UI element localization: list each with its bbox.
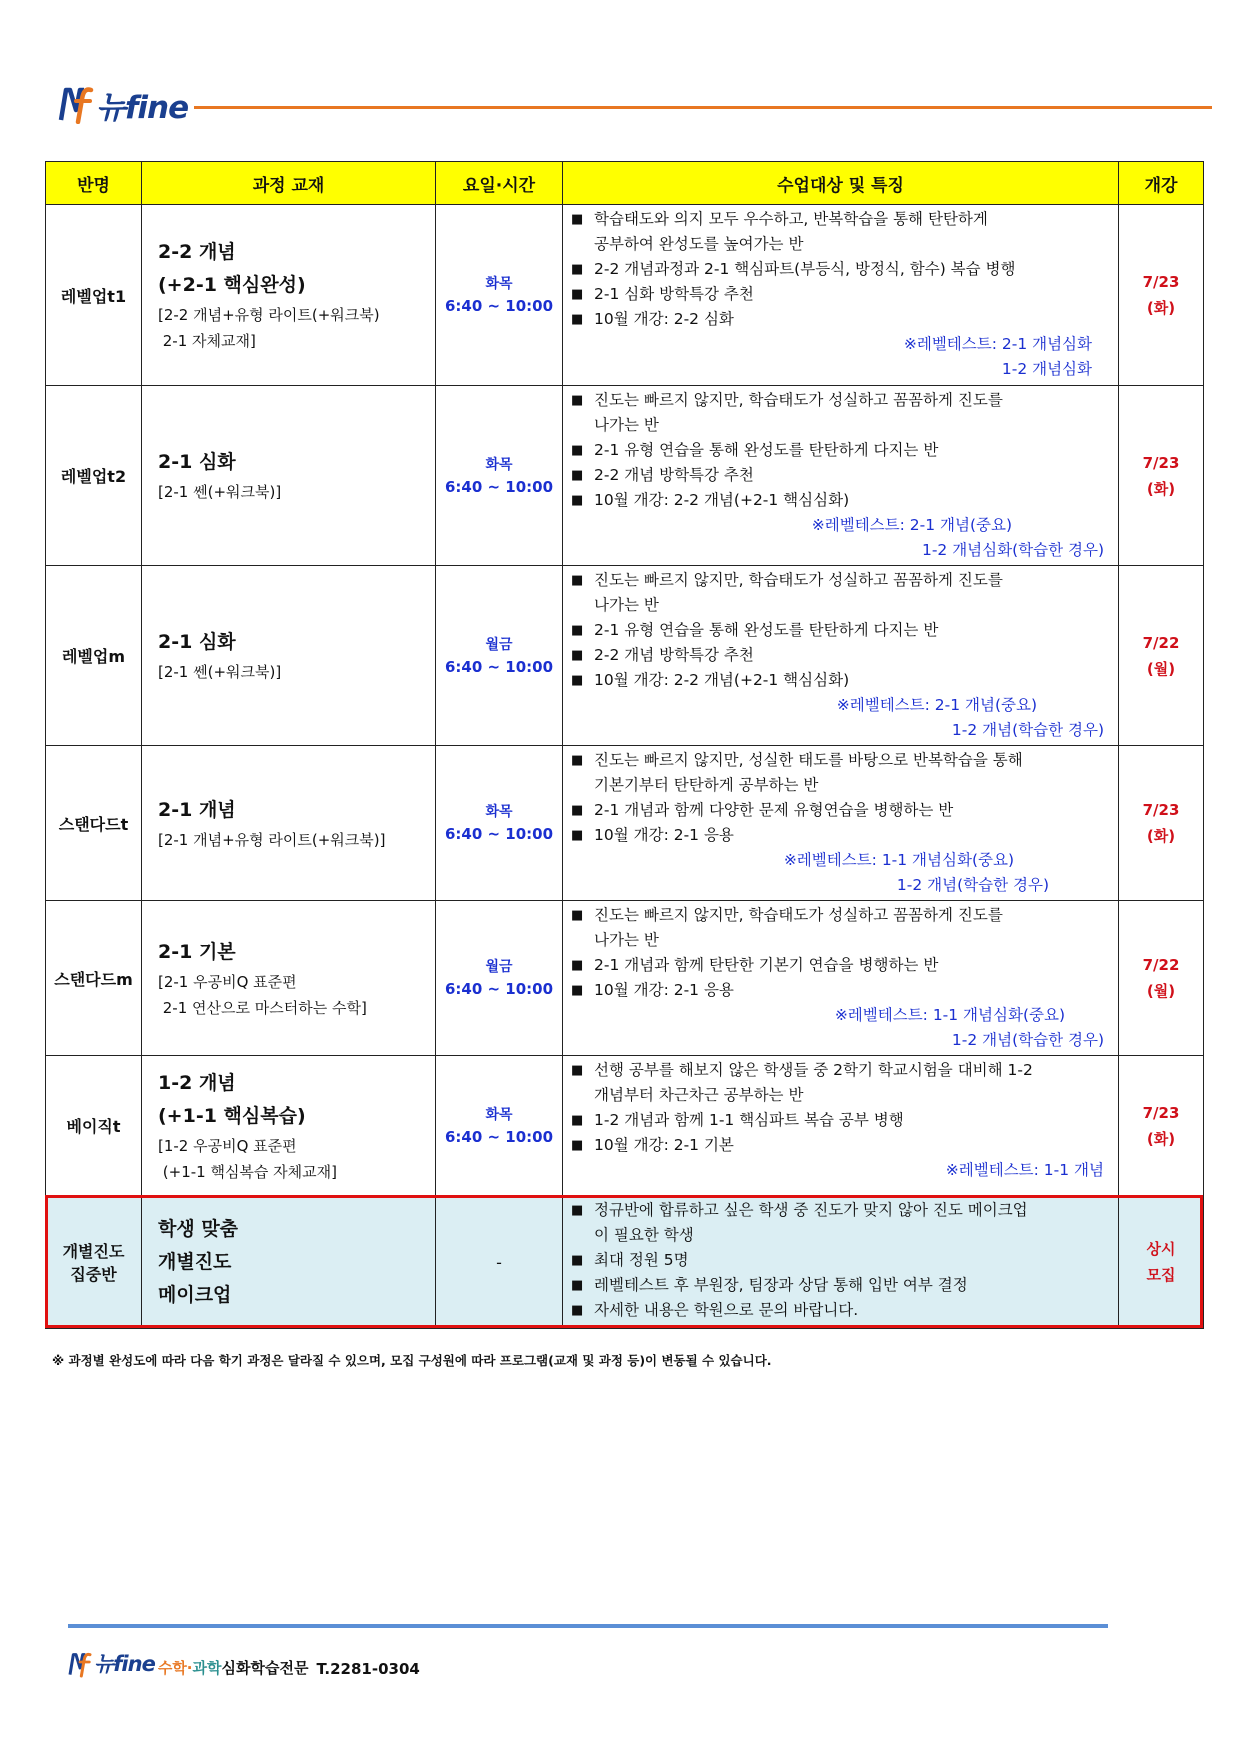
bullet-square-icon: ■ [571, 393, 584, 408]
course-book: 2-1 연산으로 마스터하는 수학] [158, 998, 367, 1017]
feature-item: ■ 2-2 개념 방학특강 추천 [571, 643, 1112, 668]
nf-logo-icon [68, 1650, 92, 1678]
open-date: 7/22 (월) [1119, 901, 1204, 1056]
bullet-square-icon: ■ [571, 623, 584, 638]
header-time: 요일·시간 [436, 162, 563, 205]
time-cell [436, 386, 563, 566]
footer-tagline: 심화학습전문 [221, 1659, 309, 1677]
level-test: 1-2 개념심화(학습한 경우) [921, 541, 1104, 559]
class-days: 월금 [485, 959, 513, 975]
bullet-square-icon: ■ [571, 468, 584, 483]
bullet-square-icon: ■ [571, 753, 584, 768]
level-test: ※레벨테스트: 1-1 개념심화(중요) [834, 1006, 1065, 1024]
class-days: 화목 [485, 276, 513, 292]
feature-item: ■ 진도는 빠르지 않지만, 학습태도가 성실하고 꼼꼼하게 진도를 [571, 568, 1112, 593]
course-main: (+2-1 핵심완성) [158, 274, 306, 296]
class-name: 베이직t [46, 1056, 142, 1196]
open-date: 7/23 (화) [1119, 746, 1204, 901]
header-open: 개강 [1119, 162, 1204, 205]
header-features: 수업대상 및 특징 [563, 162, 1119, 205]
course-cell [142, 386, 436, 566]
bullet-square-icon: ■ [571, 312, 584, 327]
feature-item: ■ 학습태도와 의지 모두 우수하고, 반복학습을 통해 탄탄하게 [571, 207, 1112, 232]
feature-item: ■ 2-1 심화 방학특강 추천 [571, 282, 1112, 307]
features-cell [563, 901, 1119, 1056]
class-name: 스탠다드m [46, 901, 142, 1056]
feature-item: ■ 10월 개강: 2-2 개념(+2-1 핵심심화) [571, 668, 1112, 693]
feature-item: ■ 정규반에 합류하고 싶은 학생 중 진도가 맞지 않아 진도 메이크업 [571, 1198, 1112, 1223]
class-time: 6:40 ~ 10:00 [444, 657, 554, 676]
feature-item-cont: 나가는 반 [594, 416, 659, 434]
table-row [46, 386, 1204, 566]
time-cell [436, 746, 563, 901]
feature-item-cont: 개념부터 차근차근 공부하는 반 [594, 1086, 804, 1104]
course-cell [142, 746, 436, 901]
feature-item: ■ 자세한 내용은 학원으로 문의 바랍니다. [571, 1298, 1112, 1323]
header-divider [194, 106, 1212, 109]
course-cell [142, 1196, 436, 1329]
feature-item-cont: 공부하여 완성도를 높여가는 반 [594, 235, 804, 253]
bullet-square-icon: ■ [571, 443, 584, 458]
level-test: ※레벨테스트: 2-1 개념심화 [903, 335, 1092, 353]
logo [58, 84, 188, 124]
footer-subject-science: 과학 [192, 1659, 222, 1677]
feature-item: ■ 10월 개강: 2-1 기본 [571, 1133, 1112, 1158]
features-cell [563, 1056, 1119, 1196]
course-main: (+1-1 핵심복습) [158, 1104, 306, 1127]
schedule-table [45, 161, 1204, 1329]
feature-item: ■ 진도는 빠르지 않지만, 성실한 태도를 바탕으로 반복학습을 통해 [571, 748, 1112, 773]
feature-item: ■ 2-1 개념과 함께 다양한 문제 유형연습을 병행하는 반 [571, 798, 1112, 823]
class-name: 레벨업t2 [46, 386, 142, 566]
course-main: 2-1 개념 [158, 798, 236, 821]
feature-item: ■ 10월 개강: 2-2 심화 [571, 307, 1112, 332]
bullet-square-icon: ■ [571, 262, 584, 277]
level-test: 1-2 개념심화 [1001, 360, 1092, 378]
feature-item: ■ 10월 개강: 2-1 응용 [571, 978, 1112, 1003]
footer-brand: 뉴fine [94, 1652, 155, 1676]
course-book: [2-2 개념+유형 라이트(+워크북) [158, 306, 380, 324]
course-main: 2-1 심화 [158, 631, 236, 653]
class-time: 6:40 ~ 10:00 [444, 477, 554, 496]
open-date: 7/22 (월) [1119, 566, 1204, 746]
feature-item: ■ 10월 개강: 2-1 응용 [571, 823, 1112, 848]
open-date: 상시 모집 [1119, 1196, 1204, 1329]
time-cell [436, 1056, 563, 1196]
bullet-square-icon: ■ [571, 1138, 584, 1153]
level-test: ※레벨테스트: 2-1 개념(중요) [836, 696, 1037, 714]
feature-item: ■ 레벨테스트 후 부원장, 팀장과 상담 통해 입반 여부 결정 [571, 1273, 1112, 1298]
level-test: ※레벨테스트: 1-1 개념 [945, 1161, 1104, 1179]
footer [68, 1648, 420, 1678]
class-name: 레벨업m [46, 566, 142, 746]
features-cell [563, 746, 1119, 901]
course-main: 메이크업 [158, 1283, 232, 1306]
class-days: 화목 [485, 804, 513, 820]
bullet-square-icon: ■ [571, 828, 584, 843]
header-class: 반명 [46, 162, 142, 205]
table-row [46, 746, 1204, 901]
bullet-square-icon: ■ [571, 1113, 584, 1128]
course-cell [142, 566, 436, 746]
class-time: 6:40 ~ 10:00 [444, 825, 554, 843]
feature-item: ■ 2-2 개념과정과 2-1 핵심파트(부등식, 방정식, 함수) 복습 병행 [571, 257, 1112, 282]
level-test: 1-2 개념(학습한 경우) [896, 876, 1049, 894]
course-book: [2-1 쎈(+워크북)] [158, 663, 282, 681]
feature-item-cont: 기본기부터 탄탄하게 공부하는 반 [594, 776, 819, 794]
level-test: ※레벨테스트: 1-1 개념심화(중요) [783, 851, 1014, 869]
features-cell [563, 205, 1119, 386]
table-row [46, 205, 1204, 386]
feature-item: ■ 선행 공부를 해보지 않은 학생들 중 2학기 학교시험을 대비해 1-2 [571, 1058, 1112, 1083]
bullet-square-icon: ■ [571, 287, 584, 302]
level-test: 1-2 개념(학습한 경우) [951, 721, 1104, 739]
level-test: ※레벨테스트: 2-1 개념(중요) [811, 516, 1012, 534]
class-days: 월금 [485, 636, 513, 653]
bullet-square-icon: ■ [571, 983, 584, 998]
course-book: 2-1 자체교재] [158, 332, 256, 350]
class-days: 화목 [485, 456, 513, 473]
open-date: 7/23 (화) [1119, 386, 1204, 566]
class-time: 6:40 ~ 10:00 [444, 297, 554, 315]
footer-subject-math: 수학· [157, 1659, 193, 1677]
class-time: 6:40 ~ 10:00 [444, 980, 554, 998]
features-cell [563, 1196, 1119, 1329]
level-test: 1-2 개념(학습한 경우) [951, 1031, 1104, 1049]
bullet-square-icon: ■ [571, 648, 584, 663]
bullet-square-icon: ■ [571, 908, 584, 923]
feature-item: ■ 1-2 개념과 함께 1-1 핵심파트 복습 공부 병행 [571, 1108, 1112, 1133]
feature-item: ■ 진도는 빠르지 않지만, 학습태도가 성실하고 꼼꼼하게 진도를 [571, 388, 1112, 413]
class-name: 레벨업t1 [46, 205, 142, 386]
bullet-square-icon: ■ [571, 493, 584, 508]
feature-item: ■ 2-2 개념 방학특강 추천 [571, 463, 1112, 488]
course-main: 2-1 기본 [158, 940, 236, 963]
course-book: [2-1 개념+유형 라이트(+워크북)] [158, 830, 386, 849]
course-book: [1-2 우공비Q 표준편 [158, 1136, 297, 1155]
feature-item-cont: 나가는 반 [594, 931, 659, 949]
bullet-square-icon: ■ [571, 212, 584, 227]
class-name: 개별진도 집중반 [46, 1196, 142, 1329]
feature-item: ■ 2-1 유형 연습을 통해 완성도를 탄탄하게 다지는 반 [571, 438, 1112, 463]
course-book: (+1-1 핵심복습 자체교재] [158, 1162, 337, 1181]
bullet-square-icon: ■ [571, 1203, 584, 1218]
open-date: 7/23 (화) [1119, 1056, 1204, 1196]
class-time: 6:40 ~ 10:00 [444, 1127, 554, 1146]
table-row [46, 1056, 1204, 1196]
logo-text: 뉴fine [96, 90, 189, 126]
time-cell [436, 566, 563, 746]
course-main: 학생 맞춤 [158, 1217, 239, 1240]
course-main: 2-1 심화 [158, 451, 236, 473]
bullet-square-icon: ■ [571, 958, 584, 973]
course-main: 개별진도 [158, 1250, 232, 1273]
bullet-square-icon: ■ [571, 1253, 584, 1268]
header-course: 과정 교재 [142, 162, 436, 205]
feature-item: ■ 2-1 유형 연습을 통해 완성도를 탄탄하게 다지는 반 [571, 618, 1112, 643]
nf-logo-icon [58, 84, 94, 124]
feature-item: ■ 진도는 빠르지 않지만, 학습태도가 성실하고 꼼꼼하게 진도를 [571, 903, 1112, 928]
bullet-square-icon: ■ [571, 573, 584, 588]
course-book: [2-1 우공비Q 표준편 [158, 972, 297, 991]
course-cell [142, 901, 436, 1056]
bullet-square-icon: ■ [571, 1063, 584, 1078]
footer-divider [68, 1624, 1108, 1628]
bullet-square-icon: ■ [571, 803, 584, 818]
feature-item-cont: 이 필요한 학생 [594, 1226, 694, 1244]
class-days: 화목 [485, 1106, 513, 1123]
bullet-square-icon: ■ [571, 1278, 584, 1293]
feature-item-cont: 나가는 반 [594, 596, 659, 614]
feature-item: ■ 2-1 개념과 함께 탄탄한 기본기 연습을 병행하는 반 [571, 953, 1112, 978]
table-row [46, 566, 1204, 746]
course-main: 1-2 개념 [158, 1071, 236, 1094]
table-row-special [46, 1196, 1204, 1329]
features-cell [563, 566, 1119, 746]
bullet-square-icon: ■ [571, 1303, 584, 1318]
feature-item: ■ 최대 정원 5명 [571, 1248, 1112, 1273]
features-cell [563, 386, 1119, 566]
class-name: 스탠다드t [46, 746, 142, 901]
course-cell [142, 1056, 436, 1196]
course-main: 2-2 개념 [158, 241, 236, 263]
table-header-row [46, 162, 1204, 205]
feature-item: ■ 10월 개강: 2-2 개념(+2-1 핵심심화) [571, 488, 1112, 513]
bullet-square-icon: ■ [571, 673, 584, 688]
time-cell [436, 901, 563, 1056]
footnote: ※ 과정별 완성도에 따라 다음 학기 과정은 달라질 수 있으며, 모집 구성원에 따라 프로그램(교재 및 과정 등)이 변동될 수 있습니다. [52, 1353, 772, 1368]
class-time: - [436, 1196, 563, 1329]
course-book: [2-1 쎈(+워크북)] [158, 483, 282, 501]
course-cell [142, 205, 436, 386]
footer-phone: T.2281-0304 [316, 1660, 420, 1678]
open-date: 7/23 (화) [1119, 205, 1204, 386]
table-row [46, 901, 1204, 1056]
time-cell [436, 205, 563, 386]
